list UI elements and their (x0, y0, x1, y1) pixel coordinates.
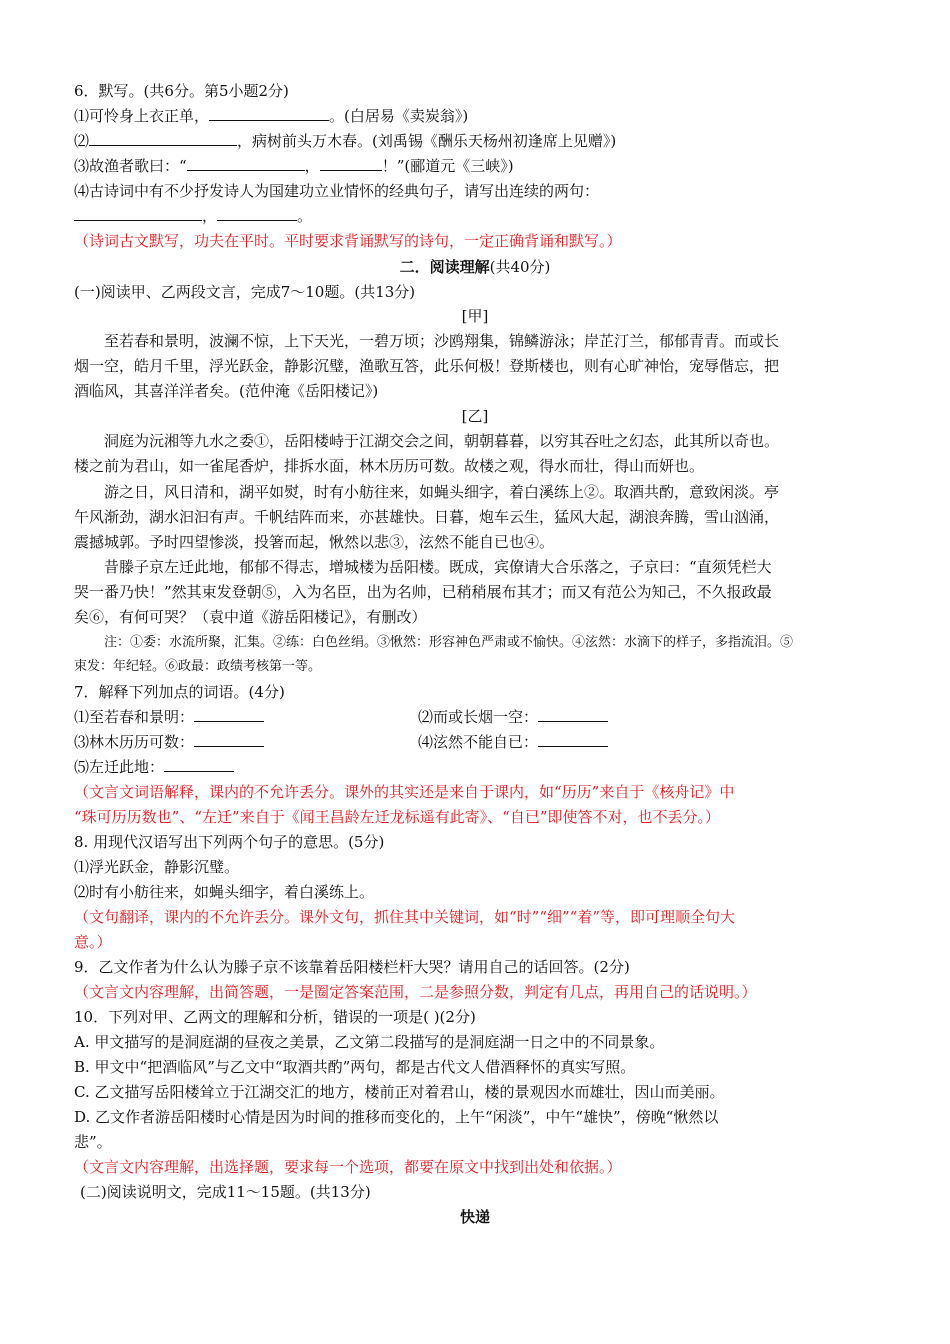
q7-item-4: ⑷泫然不能自已： (418, 731, 608, 753)
answer-blank[interactable] (538, 731, 608, 747)
passage-jia-label: [甲] (461, 307, 489, 325)
answer-blank[interactable] (209, 105, 329, 121)
passage-yi-line: 楼之前为君山，如一雀尾香炉，排拆水面，林木历历可数。故楼之观，得水而壮，得山而妍也。 (74, 457, 705, 475)
q6-tip: （诗词古文默写，功夫在平时。平时要求背诵默写的诗句，一定正确背诵和默写。） (74, 232, 622, 250)
q10-option-d-cont: 悲”。 (74, 1133, 112, 1151)
section-2-title: 二．阅读理解(共40分) (399, 258, 551, 276)
answer-blank[interactable] (320, 155, 382, 171)
q9-heading: 9．乙文作者为什么认为滕子京不该靠着岳阳楼栏杆大哭？请用自己的话回答。(2分) (74, 958, 630, 976)
answer-blank[interactable] (194, 706, 264, 722)
part1-intro: (一)阅读甲、乙两段文言，完成7～10题。(共13分) (74, 283, 416, 301)
q6-line-4: ⑷古诗词中有不少抒发诗人为国建功立业情怀的经典句子，请写出连续的两句： (74, 182, 600, 200)
answer-blank[interactable] (538, 706, 608, 722)
q6-line-5: ， 。 (74, 205, 312, 227)
answer-blank[interactable] (187, 155, 305, 171)
part2-title: 快递 (459, 1208, 490, 1226)
q10-option-d[interactable]: D. 乙文作者游岳阳楼时心情是因为时间的推移而变化的，上午“闲淡”，中午“雄快”，傍晚“愀然以 (74, 1108, 719, 1126)
answer-blank[interactable] (217, 205, 297, 221)
passage-jia-line: 酒临风，其喜洋洋者矣。(范仲淹《岳阳楼记》) (74, 382, 379, 400)
answer-blank[interactable] (74, 205, 202, 221)
q10-option-c[interactable]: C. 乙文描写岳阳楼耸立于江湖交汇的地方，楼前正对着君山，楼的景观因水而雄壮，因山而美丽。 (74, 1083, 725, 1101)
answer-blank[interactable] (164, 756, 234, 772)
annotation-line: 束发：年纪轻。⑥政最：政绩考核第一等。 (74, 659, 322, 674)
q7-heading: 7．解释下列加点的词语。(4分) (74, 683, 285, 701)
q7-tip: （文言文词语解释，课内的不允许丢分。课外的其实还是来自于课内，如“历历”来自于《核舟记》中 (74, 783, 735, 801)
q10-option-b[interactable]: B. 甲文中“把酒临风”与乙文中“取酒共酌”两句，都是古代文人借酒释怀的真实写照。 (74, 1058, 636, 1076)
q8-tip: （文句翻译，课内的不允许丢分。课外文句，抓住其中关键词，如“时”“细”“着”等，即可理顺全句大 (74, 908, 736, 926)
q8-sentence-2: ⑵时有小舫往来，如蝇头细字，着白溪练上。 (74, 883, 375, 901)
answer-blank[interactable] (194, 731, 264, 747)
q7-tip: “珠可历历数也”、“左迁”来自于《闻王昌龄左迁龙标遥有此寄》、“自已”即使答不对，也不丢分。） (74, 808, 721, 826)
q8-heading: 8. 用现代汉语写出下列两个句子的意思。(5分) (74, 833, 385, 851)
q6-line-3: ⑶故渔者歌曰：“ ， ！”(郦道元《三峡》) (74, 157, 514, 175)
q10-heading: 10．下列对甲、乙两文的理解和分析，错误的一项是( )(2分) (74, 1008, 476, 1026)
q7-item-1: ⑴至若春和景明： (74, 706, 264, 728)
passage-yi-line: 矣⑥，有何可哭？（袁中道《游岳阳楼记》，有删改） (74, 608, 427, 626)
passage-yi-line: 洞庭为沅湘等九水之委①，岳阳楼峙于江湖交会之间，朝朝暮暮，以穷其吞吐之幻态，此其所以奇也。 (104, 432, 780, 450)
annotation-line: 注：①委：水流所聚，汇集。②练：白色丝绢。③愀然：形容神色严肃或不愉快。④泫然：水滴下的样子，多指流泪。⑤ (104, 635, 794, 650)
q9-tip: （文言文内容理解，出简答题，一是圈定答案范围，二是参照分数，判定有几点，再用自己的话说明。） (74, 983, 757, 1001)
q7-item-3: ⑶林木历历可数： (74, 731, 264, 753)
q8-sentence-1: ⑴浮光跃金，静影沉璧。 (74, 858, 240, 876)
q10-option-a[interactable]: A. 甲文描写的是洞庭湖的昼夜之美景，乙文第二段描写的是洞庭湖一日之中的不同景象。 (74, 1033, 665, 1051)
q6-line-1: ⑴可怜身上衣正单， 。(白居易《卖炭翁》) (74, 107, 469, 125)
answer-blank[interactable] (89, 130, 237, 146)
passage-yi-line: 午风渐劲，湖水汩汩有声。千帆结阵而来，亦甚雄快。日暮，炮车云生，猛风大起，湖浪奔腾，雪山汹涌， (74, 508, 780, 526)
q7-item-2: ⑵而或长烟一空： (418, 706, 608, 728)
passage-jia-line: 烟一空，皓月千里，浮光跃金，静影沉璧，渔歌互答，此乐何极！登斯楼也，则有心旷神怡，宠辱偕忘，把 (74, 357, 780, 375)
passage-yi-line: 哭一番乃快！”然其束发登朝⑤，入为名臣，出为名帅，已稍稍展布其才；而又有范公为知己，不久报政最 (74, 583, 772, 601)
q7-item-5: ⑸左迁此地： (74, 756, 234, 778)
q6-line-2: ⑵ ，病树前头万木春。(刘禹锡《酬乐天杨州初逢席上见赠》) (74, 132, 617, 150)
passage-yi-line: 震撼城郭。予时四望惨淡，投箸而起，愀然以悲③，泫然不能自已也④。 (74, 533, 555, 551)
passage-jia-line: 至若春和景明，波澜不惊，上下天光，一碧万顷；沙鸥翔集，锦鳞游泳；岸芷汀兰，郁郁青青。而或长 (104, 332, 780, 350)
part2-intro: (二)阅读说明文，完成11～15题。(共13分) (80, 1183, 371, 1201)
q10-tip: （文言文内容理解，出选择题，要求每一个选项，都要在原文中找到出处和依据。） (74, 1158, 622, 1176)
passage-yi-line: 昔滕子京左迁此地，郁郁不得志，增城楼为岳阳楼。既成，宾僚请大合乐落之，子京曰：“直须凭栏大 (104, 558, 772, 576)
passage-yi-label: [乙] (461, 407, 489, 425)
q8-tip: 意。） (74, 933, 112, 951)
q6-heading: 6．默写。(共6分。第5小题2分) (74, 82, 289, 100)
passage-yi-line: 游之日，风日清和，湖平如熨，时有小舫往来，如蝇头细字，着白溪练上②。取酒共酌，意致闲淡。亭 (104, 483, 780, 501)
